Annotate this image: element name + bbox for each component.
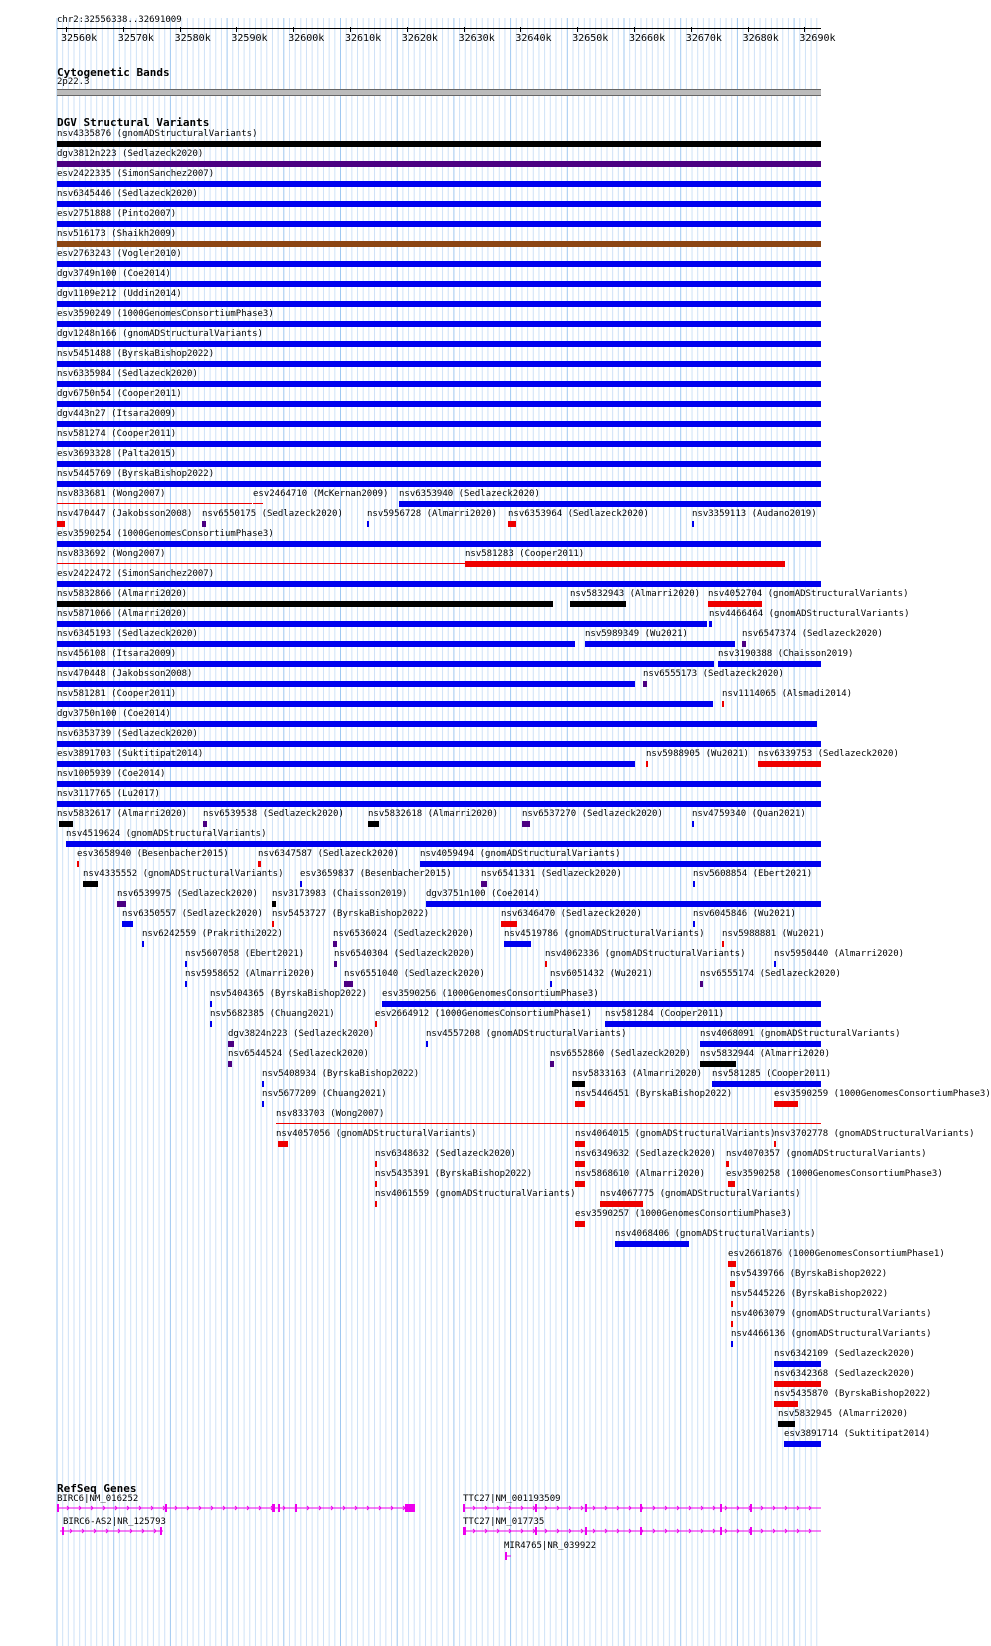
gene-label: TTC27|NM_017735: [463, 1517, 545, 1527]
sv-feature-label: nsv4335876 (gnomADStructuralVariants): [57, 129, 258, 139]
sv-feature-label: nsv833703 (Wong2007): [276, 1109, 385, 1119]
sv-feature-label: nsv6242559 (Prakrithi2022): [142, 929, 283, 939]
sv-feature-label: nsv6540304 (Sedlazeck2020): [334, 949, 475, 959]
sv-feature-label: esv3590259 (1000GenomesConsortiumPhase3): [774, 1089, 991, 1099]
sv-feature-label: nsv5832945 (Almarri2020): [778, 1409, 909, 1419]
gene-exon: [585, 1527, 587, 1535]
sv-feature-label: nsv5958652 (Almarri2020): [185, 969, 316, 979]
sv-feature-label: nsv6347587 (Sedlazeck2020): [258, 849, 399, 859]
sv-feature-label: nsv5439766 (ByrskaBishop2022): [730, 1269, 888, 1279]
sv-feature-label: dgv3812n223 (Sedlazeck2020): [57, 149, 204, 159]
gene-exon: [57, 1504, 59, 1512]
sv-feature-label: nsv5833163 (Almarri2020): [572, 1069, 703, 1079]
sv-feature-label: nsv6550175 (Sedlazeck2020): [202, 509, 343, 519]
sv-feature-label: esv2763243 (Vogler2010): [57, 249, 182, 259]
sv-feature-label: nsv4068091 (gnomADStructuralVariants): [700, 1029, 901, 1039]
sv-feature-label: esv3590254 (1000GenomesConsortiumPhase3): [57, 529, 274, 539]
sv-feature-label: nsv4070357 (gnomADStructuralVariants): [726, 1149, 927, 1159]
sv-feature-label: nsv5832618 (Almarri2020): [368, 809, 499, 819]
sv-feature-label: nsv581285 (Cooper2011): [712, 1069, 832, 1079]
sv-feature-label: nsv6353739 (Sedlazeck2020): [57, 729, 198, 739]
ruler-tick-label: 32670k: [685, 33, 722, 44]
gene-label: BIRC6-AS2|NR_125793: [63, 1517, 166, 1527]
ruler-tick-label: 32600k: [288, 33, 325, 44]
sv-feature-label: nsv6339753 (Sedlazeck2020): [758, 749, 899, 759]
sv-feature-label: nsv4068406 (gnomADStructuralVariants): [615, 1229, 816, 1239]
sv-feature-label: nsv516173 (Shaikh2009): [57, 229, 177, 239]
gene-exon: [720, 1527, 722, 1535]
gene-model[interactable]: [60, 1527, 163, 1535]
ruler-tick-label: 32650k: [572, 33, 609, 44]
sv-feature-label: nsv470448 (Jakobsson2008): [57, 669, 193, 679]
cytoband-label: 2p22.3: [57, 77, 90, 87]
sv-feature-label: nsv6555173 (Sedlazeck2020): [643, 669, 784, 679]
sv-feature-label: esv3590258 (1000GenomesConsortiumPhase3): [726, 1169, 943, 1179]
sv-feature-label: nsv6547374 (Sedlazeck2020): [742, 629, 883, 639]
gene-exon: [505, 1552, 507, 1560]
gene-exon: [750, 1527, 752, 1535]
sv-feature-label: esv2422335 (SimonSanchez2007): [57, 169, 215, 179]
sv-feature-label: nsv5453727 (ByrskaBishop2022): [272, 909, 430, 919]
sv-feature-label: esv3891714 (Suktitipat2014): [784, 1429, 931, 1439]
sv-feature-label: nsv5435391 (ByrskaBishop2022): [375, 1169, 533, 1179]
gene-exon: [585, 1504, 587, 1512]
sv-feature-label: nsv6345193 (Sedlazeck2020): [57, 629, 198, 639]
sv-feature-label: nsv3173983 (Chaisson2019): [272, 889, 408, 899]
sv-feature-label: nsv4519624 (gnomADStructuralVariants): [66, 829, 267, 839]
sv-feature-label: nsv4759340 (Quan2021): [692, 809, 806, 819]
sv-feature-label: nsv5435870 (ByrskaBishop2022): [774, 1389, 932, 1399]
sv-feature-label: esv2422472 (SimonSanchez2007): [57, 569, 215, 579]
sv-feature-label: nsv5607058 (Ebert2021): [185, 949, 305, 959]
gene-exon: [272, 1504, 275, 1512]
sv-feature-label: nsv6342109 (Sedlazeck2020): [774, 1349, 915, 1359]
sv-feature-label: nsv6045846 (Wu2021): [693, 909, 796, 919]
sv-feature-label: esv2751888 (Pinto2007): [57, 209, 177, 219]
gene-exon: [640, 1504, 642, 1512]
gene-exon: [62, 1527, 64, 1535]
ruler-tick-label: 32680k: [742, 33, 779, 44]
sv-feature-label: nsv5988905 (Wu2021): [646, 749, 749, 759]
sv-feature-label: nsv6536024 (Sedlazeck2020): [333, 929, 474, 939]
gene-exon: [295, 1504, 297, 1512]
sv-feature-label: nsv4466136 (gnomADStructuralVariants): [731, 1329, 932, 1339]
sv-feature-label: nsv5868610 (Almarri2020): [575, 1169, 706, 1179]
sv-feature-label: dgv1109e212 (Uddin2014): [57, 289, 182, 299]
sv-feature-label: nsv6555174 (Sedlazeck2020): [700, 969, 841, 979]
gene-model[interactable]: [463, 1504, 821, 1512]
sv-feature-label: nsv5445226 (ByrskaBishop2022): [731, 1289, 889, 1299]
ruler-tick-label: 32690k: [799, 33, 836, 44]
sv-feature-label: nsv4557208 (gnomADStructuralVariants): [426, 1029, 627, 1039]
location-label: chr2:32556338..32691009: [57, 15, 182, 25]
sv-feature-label: nsv5988881 (Wu2021): [722, 929, 825, 939]
sv-feature-label: nsv4057056 (gnomADStructuralVariants): [276, 1129, 477, 1139]
gene-exon: [535, 1527, 537, 1535]
gene-exon: [160, 1527, 162, 1535]
dgv-track-title: DGV Structural Variants: [57, 116, 210, 129]
sv-feature-label: nsv6537270 (Sedlazeck2020): [522, 809, 663, 819]
sv-feature-label: esv3590256 (1000GenomesConsortiumPhase3): [382, 989, 599, 999]
sv-feature-label: nsv6544524 (Sedlazeck2020): [228, 1049, 369, 1059]
ruler-tick-label: 32630k: [458, 33, 495, 44]
gene-label: MIR4765|NR_039922: [504, 1541, 597, 1551]
sv-feature-label: esv3659837 (Besenbacher2015): [300, 869, 452, 879]
sv-feature-label: nsv4061559 (gnomADStructuralVariants): [375, 1189, 576, 1199]
sv-feature-label: nsv5451488 (ByrskaBishop2022): [57, 349, 215, 359]
sv-feature-label: nsv3702778 (gnomADStructuralVariants): [774, 1129, 975, 1139]
sv-feature-label: nsv5608854 (Ebert2021): [693, 869, 813, 879]
sv-feature-label: nsv6350557 (Sedlazeck2020): [122, 909, 263, 919]
sv-feature-label: nsv833692 (Wong2007): [57, 549, 166, 559]
gene-model[interactable]: [505, 1552, 511, 1560]
sv-feature-label: nsv581283 (Cooper2011): [465, 549, 585, 559]
sv-feature-label: nsv4064015 (gnomADStructuralVariants): [575, 1129, 776, 1139]
sv-feature-label: nsv6353964 (Sedlazeck2020): [508, 509, 649, 519]
sv-feature-label: nsv6551040 (Sedlazeck2020): [344, 969, 485, 979]
sv-feature-label: nsv581274 (Cooper2011): [57, 429, 177, 439]
sv-feature-label: nsv6335984 (Sedlazeck2020): [57, 369, 198, 379]
gene-exon: [278, 1504, 280, 1512]
sv-feature-label: nsv3190388 (Chaisson2019): [718, 649, 854, 659]
sv-feature-label: esv3658940 (Besenbacher2015): [77, 849, 229, 859]
gene-exon: [463, 1527, 466, 1535]
cytoband-track-title: Cytogenetic Bands: [57, 66, 170, 79]
gene-model[interactable]: [463, 1527, 821, 1535]
sv-feature-label: nsv4335552 (gnomADStructuralVariants): [83, 869, 284, 879]
sv-feature-label: esv3590249 (1000GenomesConsortiumPhase3): [57, 309, 274, 319]
refseq-track-title: RefSeq Genes: [57, 1482, 137, 1495]
sv-feature-label: nsv5682385 (Chuang2021): [210, 1009, 335, 1019]
gene-label: BIRC6|NM_016252: [57, 1494, 139, 1504]
ruler-tick-label: 32610k: [345, 33, 382, 44]
ruler-tick-label: 32560k: [61, 33, 98, 44]
sv-feature-label: nsv4466464 (gnomADStructuralVariants): [709, 609, 910, 619]
sv-feature-label: esv3693328 (Palta2015): [57, 449, 177, 459]
sv-feature-label: nsv5446451 (ByrskaBishop2022): [575, 1089, 733, 1099]
sv-feature-label: dgv3750n100 (Coe2014): [57, 709, 171, 719]
sv-feature-label: esv2464710 (McKernan2009): [253, 489, 389, 499]
sv-feature-label: esv2661876 (1000GenomesConsortiumPhase1): [728, 1249, 945, 1259]
sv-feature-label: nsv5408934 (ByrskaBishop2022): [262, 1069, 420, 1079]
sv-feature-label: nsv1005939 (Coe2014): [57, 769, 166, 779]
gene-label: TTC27|NM_001193509: [463, 1494, 561, 1504]
sv-feature-label: nsv5989349 (Wu2021): [585, 629, 688, 639]
gene-exon: [720, 1504, 722, 1512]
sv-feature-label: nsv4063079 (gnomADStructuralVariants): [731, 1309, 932, 1319]
sv-feature-label: nsv5404365 (ByrskaBishop2022): [210, 989, 368, 999]
sv-feature-label: nsv6342368 (Sedlazeck2020): [774, 1369, 915, 1379]
sv-feature-label: nsv6539538 (Sedlazeck2020): [203, 809, 344, 819]
sv-feature-label: nsv581284 (Cooper2011): [605, 1009, 725, 1019]
sv-feature-label: nsv1114065 (Alsmadi2014): [722, 689, 853, 699]
sv-feature-label: nsv5445769 (ByrskaBishop2022): [57, 469, 215, 479]
sv-feature-label: nsv3359113 (Audano2019): [692, 509, 817, 519]
gene-exon: [405, 1504, 413, 1512]
sv-feature-label: nsv5950440 (Almarri2020): [774, 949, 905, 959]
sv-feature-label: dgv1248n166 (gnomADStructuralVariants): [57, 329, 263, 339]
sv-feature-label: nsv5956728 (Almarri2020): [367, 509, 498, 519]
gene-exon: [640, 1527, 642, 1535]
sv-feature-label: nsv833681 (Wong2007): [57, 489, 166, 499]
sv-feature-label: nsv5832943 (Almarri2020): [570, 589, 701, 599]
ruler-tick-label: 32620k: [401, 33, 438, 44]
sv-feature-label: dgv3824n223 (Sedlazeck2020): [228, 1029, 375, 1039]
gene-exon: [463, 1504, 465, 1512]
sv-feature-label: nsv5832866 (Almarri2020): [57, 589, 188, 599]
sv-feature-label: nsv6541331 (Sedlazeck2020): [481, 869, 622, 879]
sv-feature-label: nsv6051432 (Wu2021): [550, 969, 653, 979]
sv-feature-label: dgv443n27 (Itsara2009): [57, 409, 177, 419]
sv-feature-label: nsv4067775 (gnomADStructuralVariants): [600, 1189, 801, 1199]
sv-feature-label: nsv6552860 (Sedlazeck2020): [550, 1049, 691, 1059]
sv-feature-label: dgv3751n100 (Coe2014): [426, 889, 540, 899]
gene-exon: [165, 1504, 167, 1512]
gene-exon: [535, 1504, 537, 1512]
ruler-tick-label: 32580k: [174, 33, 211, 44]
sv-feature-label: nsv6539975 (Sedlazeck2020): [117, 889, 258, 899]
ruler-tick-label: 32640k: [515, 33, 552, 44]
gene-exon: [413, 1504, 415, 1512]
sv-feature-label: nsv456108 (Itsara2009): [57, 649, 177, 659]
sv-feature-label: nsv6346470 (Sedlazeck2020): [501, 909, 642, 919]
sv-feature-label: esv2664912 (1000GenomesConsortiumPhase1): [375, 1009, 592, 1019]
ruler-tick-label: 32590k: [231, 33, 268, 44]
sv-feature-label: nsv4062336 (gnomADStructuralVariants): [545, 949, 746, 959]
sv-feature-label: nsv4519786 (gnomADStructuralVariants): [504, 929, 705, 939]
sv-feature-label: nsv5832944 (Almarri2020): [700, 1049, 831, 1059]
sv-feature-label: nsv581281 (Cooper2011): [57, 689, 177, 699]
sv-feature-label: nsv6349632 (Sedlazeck2020): [575, 1149, 716, 1159]
sv-feature-label: nsv4052704 (gnomADStructuralVariants): [708, 589, 909, 599]
sv-feature-label: nsv4059494 (gnomADStructuralVariants): [420, 849, 621, 859]
sv-feature-label: nsv5832617 (Almarri2020): [57, 809, 188, 819]
sv-feature-label: nsv6353940 (Sedlazeck2020): [399, 489, 540, 499]
gene-model[interactable]: [57, 1504, 415, 1512]
sv-feature-label: nsv6345446 (Sedlazeck2020): [57, 189, 198, 199]
ruler-tick-label: 32570k: [117, 33, 154, 44]
sv-feature-label: dgv6750n54 (Cooper2011): [57, 389, 182, 399]
sv-feature-label: nsv470447 (Jakobsson2008): [57, 509, 193, 519]
sv-feature-label: esv3590257 (1000GenomesConsortiumPhase3): [575, 1209, 792, 1219]
sv-feature-label: nsv5677209 (Chuang2021): [262, 1089, 387, 1099]
gene-exon: [750, 1504, 752, 1512]
ruler-tick-label: 32660k: [629, 33, 666, 44]
sv-feature-label: nsv6348632 (Sedlazeck2020): [375, 1149, 516, 1159]
sv-feature-label: nsv5871066 (Almarri2020): [57, 609, 188, 619]
sv-feature-label: nsv3117765 (Lu2017): [57, 789, 160, 799]
sv-feature-label: dgv3749n100 (Coe2014): [57, 269, 171, 279]
sv-feature-label: esv3891703 (Suktitipat2014): [57, 749, 204, 759]
